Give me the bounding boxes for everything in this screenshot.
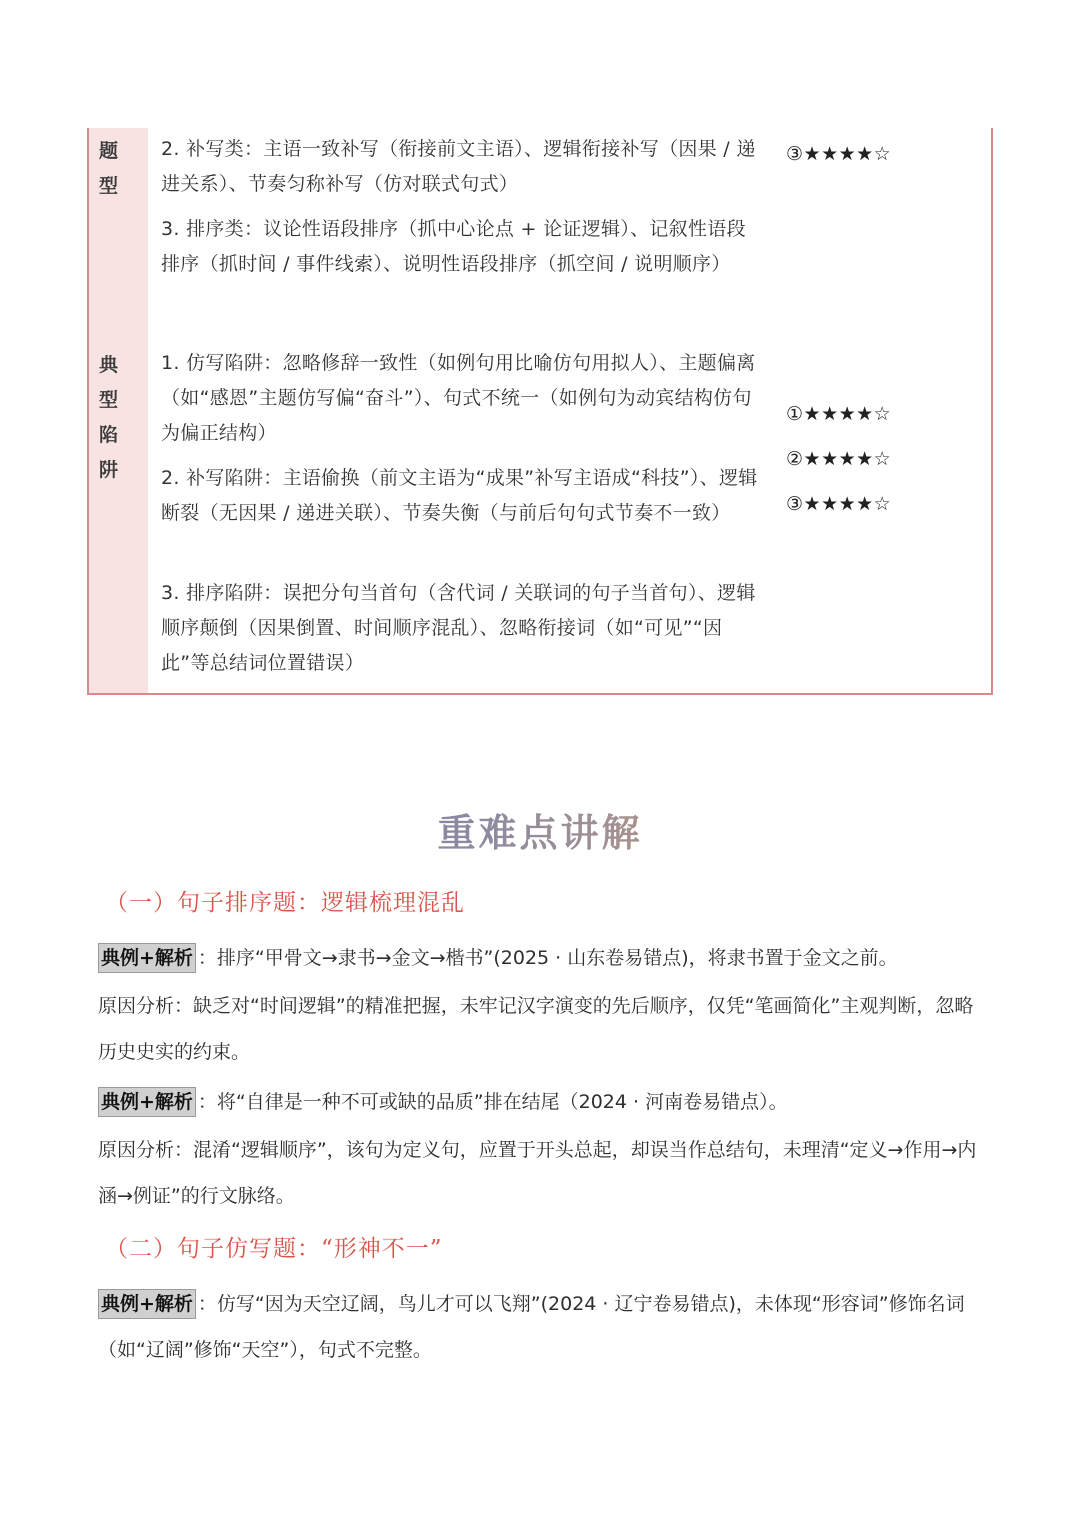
example-paragraph xyxy=(98,935,988,981)
analysis-paragraph: 原因分析：缺乏对“时间逻辑”的精准把握，未牢记汉字演变的先后顺序，仅凭“笔画简化”主观判断，忽略历史史实的约束。 xyxy=(98,995,974,1063)
row1-item: 3. 排序类：议论性语段排序（抓中心论点 + 论证逻辑）、记叙性语段排序（抓时间 / 事件线索）、说明性语段排序（抓空间 / 说明顺序） xyxy=(161,218,746,275)
knowledge-table xyxy=(87,128,993,695)
example-paragraph xyxy=(98,1281,988,1373)
row2-label-char: 阱 xyxy=(99,459,119,481)
example-text: ：将“自律是一种不可或缺的品质”排在结尾（2024 · 河南卷易错点）。 xyxy=(197,1091,788,1113)
row2-item: 3. 排序陷阱：误把分句当首句（含代词 / 关联词的句子当首句）、逻辑顺序颠倒（因果倒置、时间顺序混乱）、忽略衔接词（如“可见”“因此”等总结词位置错误） xyxy=(161,582,756,674)
example-paragraph xyxy=(98,1079,988,1125)
example-tag: 典例+解析 xyxy=(98,1289,196,1319)
example-tag: 典例+解析 xyxy=(98,1087,196,1117)
example-tag: 典例+解析 xyxy=(98,943,196,973)
row1-label-char: 型 xyxy=(99,175,119,197)
example-text: ：排序“甲骨文→隶书→金文→楷书”(2025 · 山东卷易错点)，将隶书置于金文之前。 xyxy=(197,947,898,969)
row2-star-rating: ②★★★★☆ xyxy=(786,448,892,470)
row1-item: 2. 补写类：主语一致补写（衔接前文主语）、逻辑衔接补写（因果 / 递进关系）、节奏匀称补写（仿对联式句式） xyxy=(161,138,756,195)
subheading-sorting: （一）句子排序题：逻辑梳理混乱 xyxy=(105,890,465,916)
example-text: ：仿写“因为天空辽阔，鸟儿才可以飞翔”(2024 · 辽宁卷易错点)，未体现“形容词”修饰名词（如“辽阔”修饰“天空”），句式不完整。 xyxy=(98,1293,965,1361)
row2-label-char: 典 xyxy=(99,354,119,376)
row2-item: 2. 补写陷阱：主语偷换（前文主语为“成果”补写主语成“科技”）、逻辑断裂（无因果 / 递进关联）、节奏失衡（与前后句句式节奏不一致） xyxy=(161,467,758,524)
row2-label-char: 型 xyxy=(99,389,119,411)
row1-star-rating: ③★★★★☆ xyxy=(786,143,892,165)
row1-label-char: 题 xyxy=(99,140,119,162)
analysis-paragraph: 原因分析：混淆“逻辑顺序”，该句为定义句，应置于开头总起，却误当作总结句，未理清“定义→作用→内涵→例证”的行文脉络。 xyxy=(98,1139,977,1207)
row2-item: 1. 仿写陷阱：忽略修辞一致性（如例句用比喻仿句用拟人）、主题偏离（如“感恩”主题仿写偏“奋斗”）、句式不统一（如例句为动宾结构仿句为偏正结构） xyxy=(161,352,756,444)
subheading-imitation: （二）句子仿写题：“形神不一” xyxy=(105,1236,443,1262)
row2-star-rating: ③★★★★☆ xyxy=(786,493,892,515)
row2-label-char: 陷 xyxy=(99,424,119,446)
row2-star-rating: ①★★★★☆ xyxy=(786,403,892,425)
section-title: 重难点讲解 xyxy=(0,802,1080,857)
